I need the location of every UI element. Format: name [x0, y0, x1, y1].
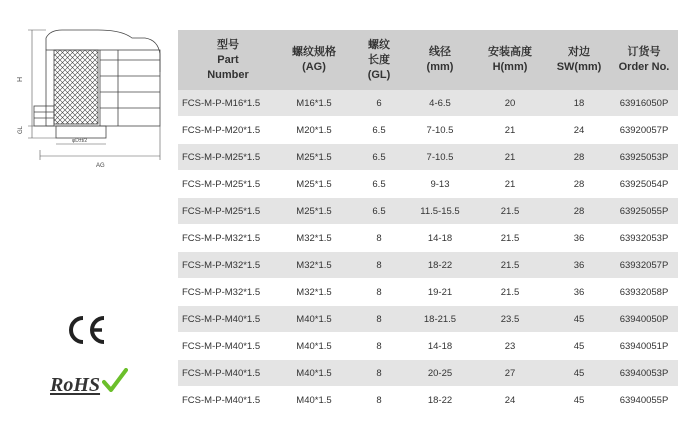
cell-thread-spec: M20*1.5: [278, 117, 350, 144]
cell-install-height: 21.5: [472, 279, 548, 306]
cell-thread-spec: M32*1.5: [278, 279, 350, 306]
cell-part-number: FCS-M-P-M20*1.5: [178, 117, 278, 144]
cell-order-number: 63940055P: [610, 387, 678, 414]
cable-gland-drawing: [10, 20, 175, 180]
dim-ag-label: AG: [96, 163, 105, 169]
cell-across-flats: 28: [548, 144, 610, 171]
cell-part-number: FCS-M-P-M40*1.5: [178, 333, 278, 360]
cell-thread-length: 6: [350, 90, 408, 117]
check-icon: [102, 368, 128, 392]
dim-range-label: φD±t/2: [72, 138, 88, 144]
dim-gl-label: GL: [18, 125, 24, 134]
cell-across-flats: 28: [548, 198, 610, 225]
cell-cable-diameter: 18-22: [408, 252, 472, 279]
cell-across-flats: 18: [548, 90, 610, 117]
cell-part-number: FCS-M-P-M40*1.5: [178, 360, 278, 387]
cell-cable-diameter: 14-18: [408, 225, 472, 252]
cell-cable-diameter: 18-21.5: [408, 306, 472, 333]
cell-part-number: FCS-M-P-M32*1.5: [178, 279, 278, 306]
cell-part-number: FCS-M-P-M40*1.5: [178, 387, 278, 414]
rohs-text: RoHS: [50, 374, 101, 396]
cell-install-height: 21: [472, 171, 548, 198]
cell-install-height: 21: [472, 117, 548, 144]
cell-thread-length: 6.5: [350, 198, 408, 225]
cell-thread-spec: M25*1.5: [278, 144, 350, 171]
table-row: [178, 252, 678, 279]
cell-thread-length: 8: [350, 306, 408, 333]
header-thread-spec: 螺纹规格 (AG): [278, 30, 350, 90]
cell-thread-spec: M25*1.5: [278, 198, 350, 225]
cell-across-flats: 36: [548, 279, 610, 306]
cell-install-height: 21.5: [472, 198, 548, 225]
cell-part-number: FCS-M-P-M16*1.5: [178, 90, 278, 117]
cell-cable-diameter: 4-6.5: [408, 90, 472, 117]
table-row: [178, 387, 678, 414]
cell-thread-spec: M32*1.5: [278, 225, 350, 252]
table-row: [178, 144, 678, 171]
rohs-logo: [50, 372, 126, 402]
cell-install-height: 23: [472, 333, 548, 360]
cell-install-height: 21: [472, 144, 548, 171]
cell-order-number: 63932058P: [610, 279, 678, 306]
cell-install-height: 21.5: [472, 225, 548, 252]
spec-table: [178, 30, 678, 414]
cell-install-height: 23.5: [472, 306, 548, 333]
cell-cable-diameter: 11.5-15.5: [408, 198, 472, 225]
cell-part-number: FCS-M-P-M25*1.5: [178, 198, 278, 225]
cell-part-number: FCS-M-P-M32*1.5: [178, 252, 278, 279]
table-row: [178, 306, 678, 333]
table-row: [178, 171, 678, 198]
cell-thread-spec: M40*1.5: [278, 360, 350, 387]
cell-across-flats: 28: [548, 171, 610, 198]
cell-install-height: 24: [472, 387, 548, 414]
header-cable-diameter: 线径 (mm): [408, 30, 472, 90]
cell-cable-diameter: 14-18: [408, 333, 472, 360]
cell-across-flats: 36: [548, 225, 610, 252]
cell-thread-spec: M40*1.5: [278, 333, 350, 360]
cell-thread-length: 8: [350, 225, 408, 252]
table-row: [178, 360, 678, 387]
cell-thread-length: 6.5: [350, 117, 408, 144]
cell-thread-length: 8: [350, 387, 408, 414]
table-row: [178, 333, 678, 360]
cell-cable-diameter: 18-22: [408, 387, 472, 414]
cell-thread-spec: M25*1.5: [278, 171, 350, 198]
cell-cable-diameter: 7-10.5: [408, 144, 472, 171]
cell-thread-length: 8: [350, 279, 408, 306]
cell-across-flats: 36: [548, 252, 610, 279]
cell-install-height: 27: [472, 360, 548, 387]
cell-across-flats: 45: [548, 360, 610, 387]
cell-across-flats: 45: [548, 333, 610, 360]
cell-install-height: 20: [472, 90, 548, 117]
cell-part-number: FCS-M-P-M40*1.5: [178, 306, 278, 333]
cell-order-number: 63916050P: [610, 90, 678, 117]
cell-across-flats: 45: [548, 306, 610, 333]
cell-order-number: 63925055P: [610, 198, 678, 225]
cell-order-number: 63920057P: [610, 117, 678, 144]
cell-order-number: 63940051P: [610, 333, 678, 360]
cell-cable-diameter: 9-13: [408, 171, 472, 198]
cell-order-number: 63925053P: [610, 144, 678, 171]
cell-thread-spec: M32*1.5: [278, 252, 350, 279]
cell-thread-spec: M40*1.5: [278, 306, 350, 333]
table-row: [178, 279, 678, 306]
dim-h-label: H: [17, 76, 24, 82]
cell-thread-length: 8: [350, 252, 408, 279]
cell-thread-length: 6.5: [350, 171, 408, 198]
table-row: [178, 225, 678, 252]
cell-part-number: FCS-M-P-M25*1.5: [178, 171, 278, 198]
cell-order-number: 63940050P: [610, 306, 678, 333]
cell-thread-length: 8: [350, 360, 408, 387]
header-order-number: 订货号 Order No.: [610, 30, 678, 90]
cell-install-height: 21.5: [472, 252, 548, 279]
cell-order-number: 63932053P: [610, 225, 678, 252]
table-row: [178, 117, 678, 144]
cell-thread-spec: M40*1.5: [278, 387, 350, 414]
cell-cable-diameter: 7-10.5: [408, 117, 472, 144]
cell-order-number: 63925054P: [610, 171, 678, 198]
cell-part-number: FCS-M-P-M32*1.5: [178, 225, 278, 252]
cell-order-number: 63932057P: [610, 252, 678, 279]
header-across-flats: 对边 SW(mm): [548, 30, 610, 90]
cell-cable-diameter: 20-25: [408, 360, 472, 387]
cell-thread-spec: M16*1.5: [278, 90, 350, 117]
header-thread-length: 螺纹 长度 (GL): [350, 30, 408, 90]
cell-thread-length: 8: [350, 333, 408, 360]
cell-cable-diameter: 19-21: [408, 279, 472, 306]
cell-across-flats: 24: [548, 117, 610, 144]
header-part-number: 型号 Part Number: [178, 30, 278, 90]
cell-order-number: 63940053P: [610, 360, 678, 387]
cell-thread-length: 6.5: [350, 144, 408, 171]
table-row: [178, 90, 678, 117]
table-header-row: [178, 30, 678, 90]
ce-mark-logo: [64, 312, 108, 348]
cell-across-flats: 45: [548, 387, 610, 414]
header-install-height: 安装高度 H(mm): [472, 30, 548, 90]
table-row: [178, 198, 678, 225]
cell-part-number: FCS-M-P-M25*1.5: [178, 144, 278, 171]
